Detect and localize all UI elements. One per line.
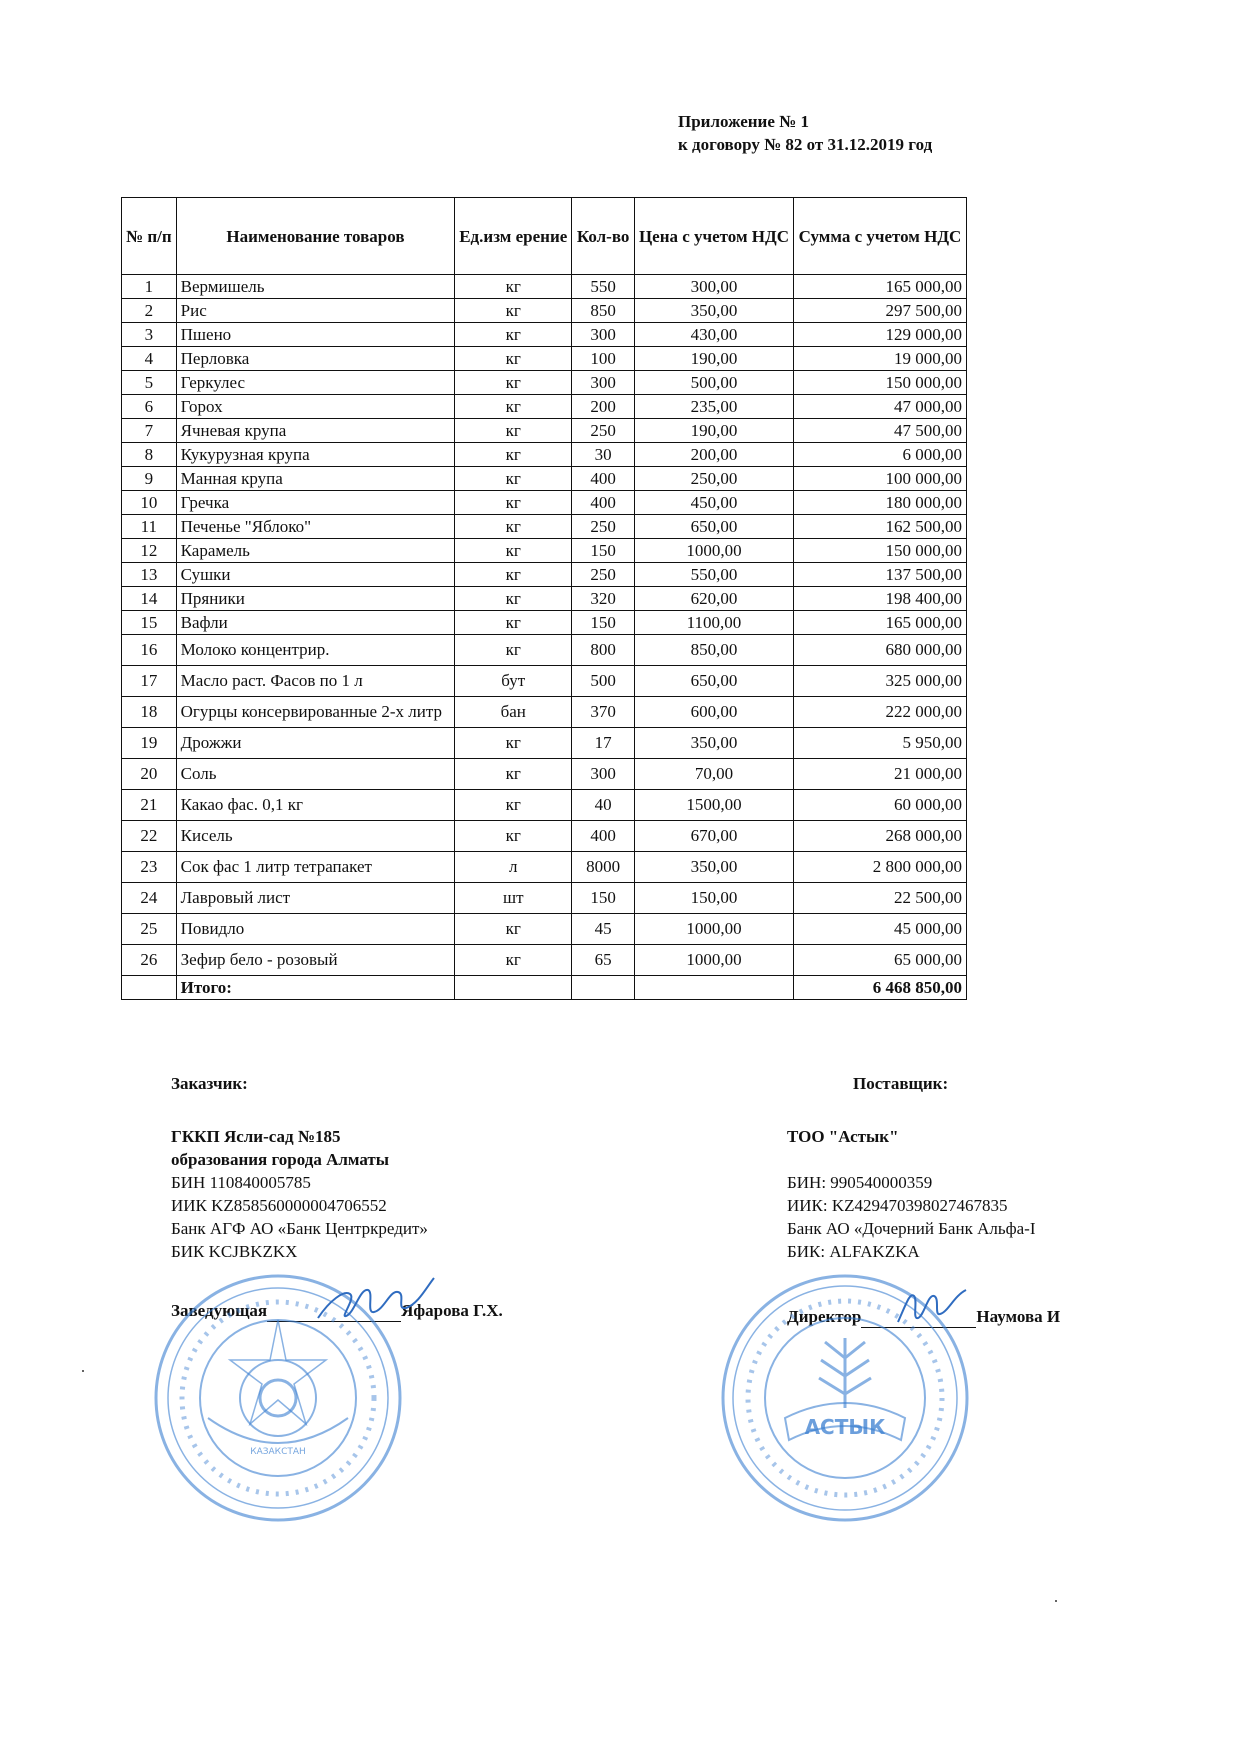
row-qty: 40 [572, 790, 635, 821]
row-number: 12 [122, 539, 177, 563]
row-unit: кг [455, 759, 572, 790]
row-qty: 150 [572, 539, 635, 563]
row-name: Масло раст. Фасов по 1 л [176, 666, 455, 697]
row-number: 5 [122, 371, 177, 395]
row-price: 350,00 [634, 728, 793, 759]
row-sum: 165 000,00 [794, 611, 967, 635]
appendix-title: Приложение № 1 [678, 112, 809, 131]
row-sum: 268 000,00 [794, 821, 967, 852]
scan-speck [1055, 1600, 1057, 1602]
supplier-bank: Банк АО «Дочерний Банк Альфа-I [787, 1219, 1036, 1238]
row-name: Ячневая крупа [176, 419, 455, 443]
table-row [122, 945, 967, 976]
row-number: 9 [122, 467, 177, 491]
row-name: Сушки [176, 563, 455, 587]
col-unit: Ед.изм ерение [455, 198, 572, 275]
row-number: 21 [122, 790, 177, 821]
scan-speck [82, 1370, 84, 1372]
row-price: 235,00 [634, 395, 793, 419]
table-header-row [122, 198, 967, 275]
row-name: Горох [176, 395, 455, 419]
customer-bank: Банк АГФ АО «Банк Центркредит» [171, 1219, 428, 1238]
row-price: 620,00 [634, 587, 793, 611]
row-qty: 550 [572, 275, 635, 299]
row-unit: кг [455, 945, 572, 976]
table-row [122, 323, 967, 347]
table-row [122, 587, 967, 611]
row-number: 26 [122, 945, 177, 976]
row-qty: 500 [572, 666, 635, 697]
row-price: 1500,00 [634, 790, 793, 821]
row-price: 550,00 [634, 563, 793, 587]
table-row [122, 852, 967, 883]
customer-role: Заведующая [171, 1301, 268, 1320]
table-row [122, 491, 967, 515]
customer-name-2: образования города Алматы [171, 1150, 390, 1169]
total-row [122, 976, 967, 1000]
supplier-bik: БИК: ALFAKZKA [787, 1242, 920, 1261]
row-unit: кг [455, 347, 572, 371]
row-qty: 400 [572, 467, 635, 491]
table-row [122, 697, 967, 728]
row-price: 350,00 [634, 852, 793, 883]
row-unit: кг [455, 323, 572, 347]
row-sum: 680 000,00 [794, 635, 967, 666]
customer-heading: Заказчик: [171, 1074, 248, 1093]
row-number: 24 [122, 883, 177, 914]
row-name: Пряники [176, 587, 455, 611]
row-name: Кисель [176, 821, 455, 852]
row-number: 10 [122, 491, 177, 515]
table-row [122, 443, 967, 467]
customer-signature-icon [310, 1270, 440, 1330]
row-sum: 162 500,00 [794, 515, 967, 539]
customer-details [171, 1125, 428, 1263]
supplier-signer: Наумова И [976, 1307, 1061, 1326]
appendix-header [678, 110, 932, 156]
row-unit: кг [455, 728, 572, 759]
row-unit: кг [455, 611, 572, 635]
row-name: Кукурузная крупа [176, 443, 455, 467]
row-name: Какао фас. 0,1 кг [176, 790, 455, 821]
row-qty: 45 [572, 914, 635, 945]
row-price: 190,00 [634, 347, 793, 371]
row-unit: кг [455, 515, 572, 539]
table-row [122, 371, 967, 395]
row-name: Сок фас 1 литр тетрапакет [176, 852, 455, 883]
row-unit: бут [455, 666, 572, 697]
row-qty: 17 [572, 728, 635, 759]
table-row [122, 563, 967, 587]
row-name: Пшено [176, 323, 455, 347]
row-unit: кг [455, 587, 572, 611]
row-qty: 250 [572, 515, 635, 539]
row-unit: кг [455, 467, 572, 491]
table-row [122, 821, 967, 852]
table-row [122, 419, 967, 443]
row-name: Вермишель [176, 275, 455, 299]
row-sum: 100 000,00 [794, 467, 967, 491]
row-name: Огурцы консервированные 2-х литр [176, 697, 455, 728]
row-sum: 2 800 000,00 [794, 852, 967, 883]
row-qty: 150 [572, 883, 635, 914]
table-row [122, 611, 967, 635]
row-unit: кг [455, 539, 572, 563]
row-name: Рис [176, 299, 455, 323]
customer-bin: БИН 110840005785 [171, 1173, 311, 1192]
row-price: 670,00 [634, 821, 793, 852]
row-qty: 200 [572, 395, 635, 419]
row-qty: 300 [572, 759, 635, 790]
row-price: 1000,00 [634, 914, 793, 945]
supplier-bin: БИН: 990540000359 [787, 1173, 933, 1192]
row-number: 3 [122, 323, 177, 347]
row-unit: кг [455, 443, 572, 467]
row-number: 13 [122, 563, 177, 587]
total-empty [572, 976, 635, 1000]
row-sum: 222 000,00 [794, 697, 967, 728]
col-qty: Кол-во [572, 198, 635, 275]
goods-table [121, 197, 967, 1000]
total-sum: 6 468 850,00 [794, 976, 967, 1000]
supplier-details [787, 1125, 1035, 1263]
table-row [122, 914, 967, 945]
customer-name: ГККП Ясли-сад №185 [171, 1127, 341, 1146]
row-name: Зефир бело - розовый [176, 945, 455, 976]
row-unit: кг [455, 371, 572, 395]
row-price: 650,00 [634, 666, 793, 697]
row-price: 1000,00 [634, 945, 793, 976]
row-qty: 300 [572, 371, 635, 395]
row-price: 600,00 [634, 697, 793, 728]
row-qty: 65 [572, 945, 635, 976]
row-sum: 19 000,00 [794, 347, 967, 371]
row-price: 190,00 [634, 419, 793, 443]
row-name: Молоко концентрир. [176, 635, 455, 666]
row-unit: кг [455, 395, 572, 419]
row-sum: 150 000,00 [794, 539, 967, 563]
row-price: 1100,00 [634, 611, 793, 635]
row-name: Геркулес [176, 371, 455, 395]
row-sum: 60 000,00 [794, 790, 967, 821]
total-empty [455, 976, 572, 1000]
row-price: 150,00 [634, 883, 793, 914]
row-number: 11 [122, 515, 177, 539]
row-name: Гречка [176, 491, 455, 515]
customer-iik: ИИК KZ858560000004706552 [171, 1196, 387, 1215]
row-qty: 850 [572, 299, 635, 323]
row-price: 450,00 [634, 491, 793, 515]
row-unit: кг [455, 419, 572, 443]
row-sum: 47 500,00 [794, 419, 967, 443]
row-qty: 300 [572, 323, 635, 347]
row-unit: л [455, 852, 572, 883]
row-sum: 165 000,00 [794, 275, 967, 299]
row-qty: 250 [572, 563, 635, 587]
row-number: 8 [122, 443, 177, 467]
row-number: 6 [122, 395, 177, 419]
row-number: 18 [122, 697, 177, 728]
total-empty [634, 976, 793, 1000]
row-qty: 400 [572, 491, 635, 515]
row-qty: 30 [572, 443, 635, 467]
row-name: Дрожжи [176, 728, 455, 759]
contract-reference: к договору № 82 от 31.12.2019 год [678, 135, 933, 154]
row-sum: 325 000,00 [794, 666, 967, 697]
row-name: Вафли [176, 611, 455, 635]
table-row [122, 790, 967, 821]
supplier-signature-icon [892, 1282, 972, 1332]
col-sum: Сумма с учетом НДС [794, 198, 967, 275]
row-unit: кг [455, 635, 572, 666]
supplier-heading: Поставщик: [853, 1074, 949, 1093]
row-name: Лавровый лист [176, 883, 455, 914]
row-number: 22 [122, 821, 177, 852]
col-name: Наименование товаров [176, 198, 455, 275]
row-number: 15 [122, 611, 177, 635]
row-price: 650,00 [634, 515, 793, 539]
row-qty: 800 [572, 635, 635, 666]
row-qty: 370 [572, 697, 635, 728]
total-empty [122, 976, 177, 1000]
svg-text:АСТЫК: АСТЫК [804, 1415, 886, 1439]
row-sum: 297 500,00 [794, 299, 967, 323]
row-qty: 250 [572, 419, 635, 443]
row-name: Соль [176, 759, 455, 790]
row-sum: 21 000,00 [794, 759, 967, 790]
total-label: Итого: [176, 976, 455, 1000]
customer-signer: Яфарова Г.Х. [401, 1301, 503, 1320]
row-price: 850,00 [634, 635, 793, 666]
row-unit: кг [455, 563, 572, 587]
table-row [122, 515, 967, 539]
row-sum: 5 950,00 [794, 728, 967, 759]
row-unit: бан [455, 697, 572, 728]
table-row [122, 635, 967, 666]
supplier-iik: ИИК: KZ429470398027467835 [787, 1196, 1008, 1215]
table-row [122, 275, 967, 299]
row-unit: кг [455, 821, 572, 852]
row-number: 2 [122, 299, 177, 323]
row-sum: 198 400,00 [794, 587, 967, 611]
col-price: Цена с учетом НДС [634, 198, 793, 275]
row-unit: кг [455, 790, 572, 821]
col-number: № п/п [122, 198, 177, 275]
table-row [122, 347, 967, 371]
row-name: Печенье "Яблоко" [176, 515, 455, 539]
row-name: Повидло [176, 914, 455, 945]
table-row [122, 759, 967, 790]
row-sum: 180 000,00 [794, 491, 967, 515]
table-row [122, 666, 967, 697]
row-number: 23 [122, 852, 177, 883]
supplier-role: Директор [787, 1307, 862, 1326]
row-price: 430,00 [634, 323, 793, 347]
row-name: Карамель [176, 539, 455, 563]
row-number: 7 [122, 419, 177, 443]
row-number: 4 [122, 347, 177, 371]
row-sum: 65 000,00 [794, 945, 967, 976]
row-unit: кг [455, 491, 572, 515]
row-sum: 137 500,00 [794, 563, 967, 587]
row-unit: кг [455, 275, 572, 299]
row-price: 200,00 [634, 443, 793, 467]
row-number: 1 [122, 275, 177, 299]
table-row [122, 883, 967, 914]
row-number: 17 [122, 666, 177, 697]
row-sum: 22 500,00 [794, 883, 967, 914]
row-price: 350,00 [634, 299, 793, 323]
row-qty: 400 [572, 821, 635, 852]
row-name: Перловка [176, 347, 455, 371]
row-name: Манная крупа [176, 467, 455, 491]
row-number: 20 [122, 759, 177, 790]
row-price: 1000,00 [634, 539, 793, 563]
row-sum: 150 000,00 [794, 371, 967, 395]
row-number: 16 [122, 635, 177, 666]
row-sum: 6 000,00 [794, 443, 967, 467]
row-unit: кг [455, 914, 572, 945]
row-qty: 320 [572, 587, 635, 611]
row-price: 500,00 [634, 371, 793, 395]
table-row [122, 467, 967, 491]
supplier-spacer [787, 1148, 1035, 1171]
row-qty: 8000 [572, 852, 635, 883]
row-price: 250,00 [634, 467, 793, 491]
row-sum: 47 000,00 [794, 395, 967, 419]
svg-text:КАЗАКСТАН: КАЗАКСТАН [250, 1447, 306, 1457]
row-qty: 150 [572, 611, 635, 635]
table-row [122, 299, 967, 323]
supplier-name: ТОО "Астык" [787, 1127, 899, 1146]
row-number: 25 [122, 914, 177, 945]
table-row [122, 728, 967, 759]
row-number: 19 [122, 728, 177, 759]
row-price: 70,00 [634, 759, 793, 790]
row-price: 300,00 [634, 275, 793, 299]
row-unit: шт [455, 883, 572, 914]
customer-bik: БИК KCJBKZKX [171, 1242, 298, 1261]
row-sum: 129 000,00 [794, 323, 967, 347]
row-qty: 100 [572, 347, 635, 371]
row-unit: кг [455, 299, 572, 323]
table-row [122, 539, 967, 563]
row-sum: 45 000,00 [794, 914, 967, 945]
row-number: 14 [122, 587, 177, 611]
table-row [122, 395, 967, 419]
